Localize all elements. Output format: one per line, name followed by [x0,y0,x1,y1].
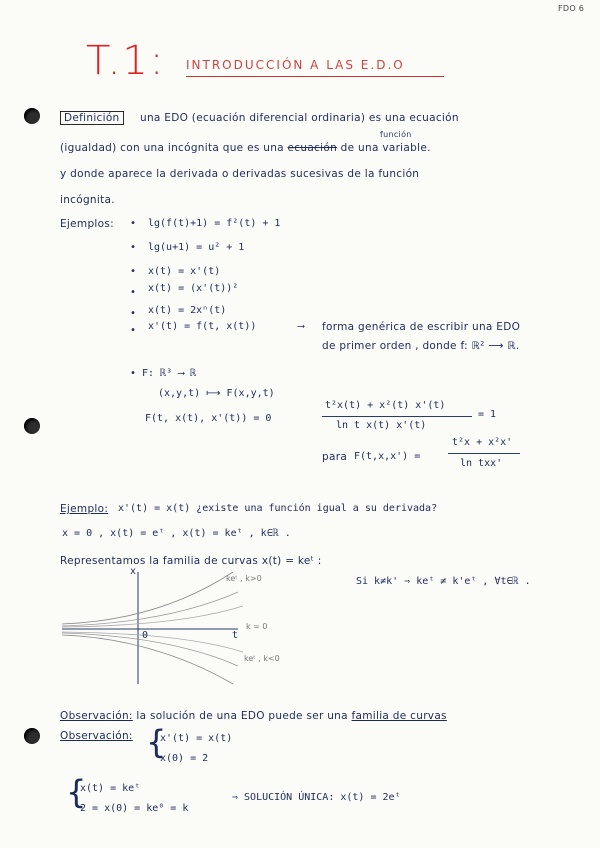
definition-line-2 [60,142,431,154]
para-label: para [322,451,348,463]
ejemplo-solutions: x = 0 , x(t) = eᵗ , x(t) = keᵗ , k∈ℝ . [62,528,291,539]
example-2: lg(u+1) = u² + 1 [148,242,245,253]
system-2-eq-2: 2 = x(0) = ke⁰ = k [80,803,189,814]
system-2-brace: { [66,773,87,811]
ejemplo-question: x'(t) = x(t) ¿existe una función igual a su derivada? [118,503,438,514]
example-bullet-2: • [130,242,137,253]
curve-family-graph [58,568,278,688]
chapter-number: T.1: [86,38,166,84]
curve-pos-1 [62,572,233,624]
fraction-bar [322,416,472,417]
definition-line-2-text: (igualdad) con una incógnita que es una [60,142,284,154]
observacion-1-underlined: familia de curvas [351,710,447,722]
fraction-rhs: = 1 [478,409,497,420]
example-3: x(t) = x'(t) [148,266,221,277]
struck-word: ecuación [287,142,338,154]
observacion-2-label: Observación: [60,730,133,742]
system-1-eq-1: x'(t) = x(t) [160,733,233,744]
ejemplo-label: Ejemplo: [60,503,109,515]
example-bullet-1: • [130,218,137,229]
curve-neg-3 [62,635,233,684]
map-line-1: • F: ℝ³ ⟶ ℝ [130,368,197,379]
graph-axis-x-label: x [130,566,137,577]
graph-label-k-negative: keᵗ , k<0 [244,654,280,663]
punch-hole-middle [24,418,40,434]
page-tag: FDO 6 [558,4,585,13]
observacion-1 [60,710,447,722]
para-fraction-bar [448,453,520,454]
system-1-eq-2: x(0) = 2 [160,753,209,764]
chapter-title: INTRODUCCIÓN A LAS E.D.O [186,58,405,72]
example-bullet-6: • [130,325,137,336]
f-equation: F(t, x(t), x'(t)) = 0 [145,413,272,424]
example-5: x(t) = 2xⁿ(t) [148,305,227,316]
title-underline [186,76,444,77]
para-numerator: t²x + x²x' [452,437,513,448]
definition-line-4: incógnita. [60,194,115,206]
generic-note-1: forma genérica de escribir una EDO [322,321,521,333]
para-lhs: F(t,x,x') = [354,451,421,462]
graph-label-k-zero: k = 0 [246,622,268,631]
insert-word: función [380,130,412,139]
example-4: x(t) = (x'(t))² [148,283,239,294]
examples-label: Ejemplos: [60,218,114,230]
graph-axis-t-label: t [232,630,239,641]
definition-line-1: una EDO (ecuación diferencial ordinaria) es una ecuación [140,112,459,124]
curve-pos-2 [62,592,238,626]
example-1: lg(f(t)+1) = f²(t) + 1 [148,218,281,229]
example-bullet-3: • [130,266,137,277]
observacion-1-label: Observación: [60,710,133,722]
punch-hole-top [24,108,40,124]
example-bullet-4: • [130,287,137,298]
family-text: Representamos la familia de curvas x(t) = keᵗ : [60,555,322,567]
map-line-2: (x,y,t) ⟼ F(x,y,t) [158,388,275,399]
family-note: Si k≠k' ⇒ keᵗ ≠ k'eᵗ , ∀t∈ℝ . [356,576,531,587]
arrow-1: ⟶ [298,321,305,332]
system-1-brace: { [146,723,167,761]
graph-origin-label: 0 [142,630,149,641]
definition-line-2-end: de una variable. [340,142,431,154]
system-2-eq-1: x(t) = keᵗ [80,783,141,794]
para-denominator: ln txx' [460,458,503,469]
definition-box: Definición [60,111,124,125]
punch-hole-bottom [24,728,40,744]
curve-neg-2 [62,633,238,666]
definition-label [60,112,124,124]
unique-solution: ⇒ SOLUCIÓN ÚNICA: x(t) = 2eᵗ [232,792,401,803]
fraction-numerator: t²x(t) + x²(t) x'(t) [325,400,446,411]
example-6: x'(t) = f(t, x(t)) [148,321,257,332]
generic-note-2: de primer orden , donde f: ℝ² ⟶ ℝ. [322,340,520,352]
graph-label-k-positive: keᵗ , k>0 [226,574,262,583]
fraction-denominator: ln t x(t) x'(t) [336,420,427,431]
observacion-1-text: la solución de una EDO puede ser una [136,710,348,722]
definition-line-3: y donde aparece la derivada o derivadas sucesivas de la función [60,168,420,180]
example-bullet-5: • [130,308,137,319]
